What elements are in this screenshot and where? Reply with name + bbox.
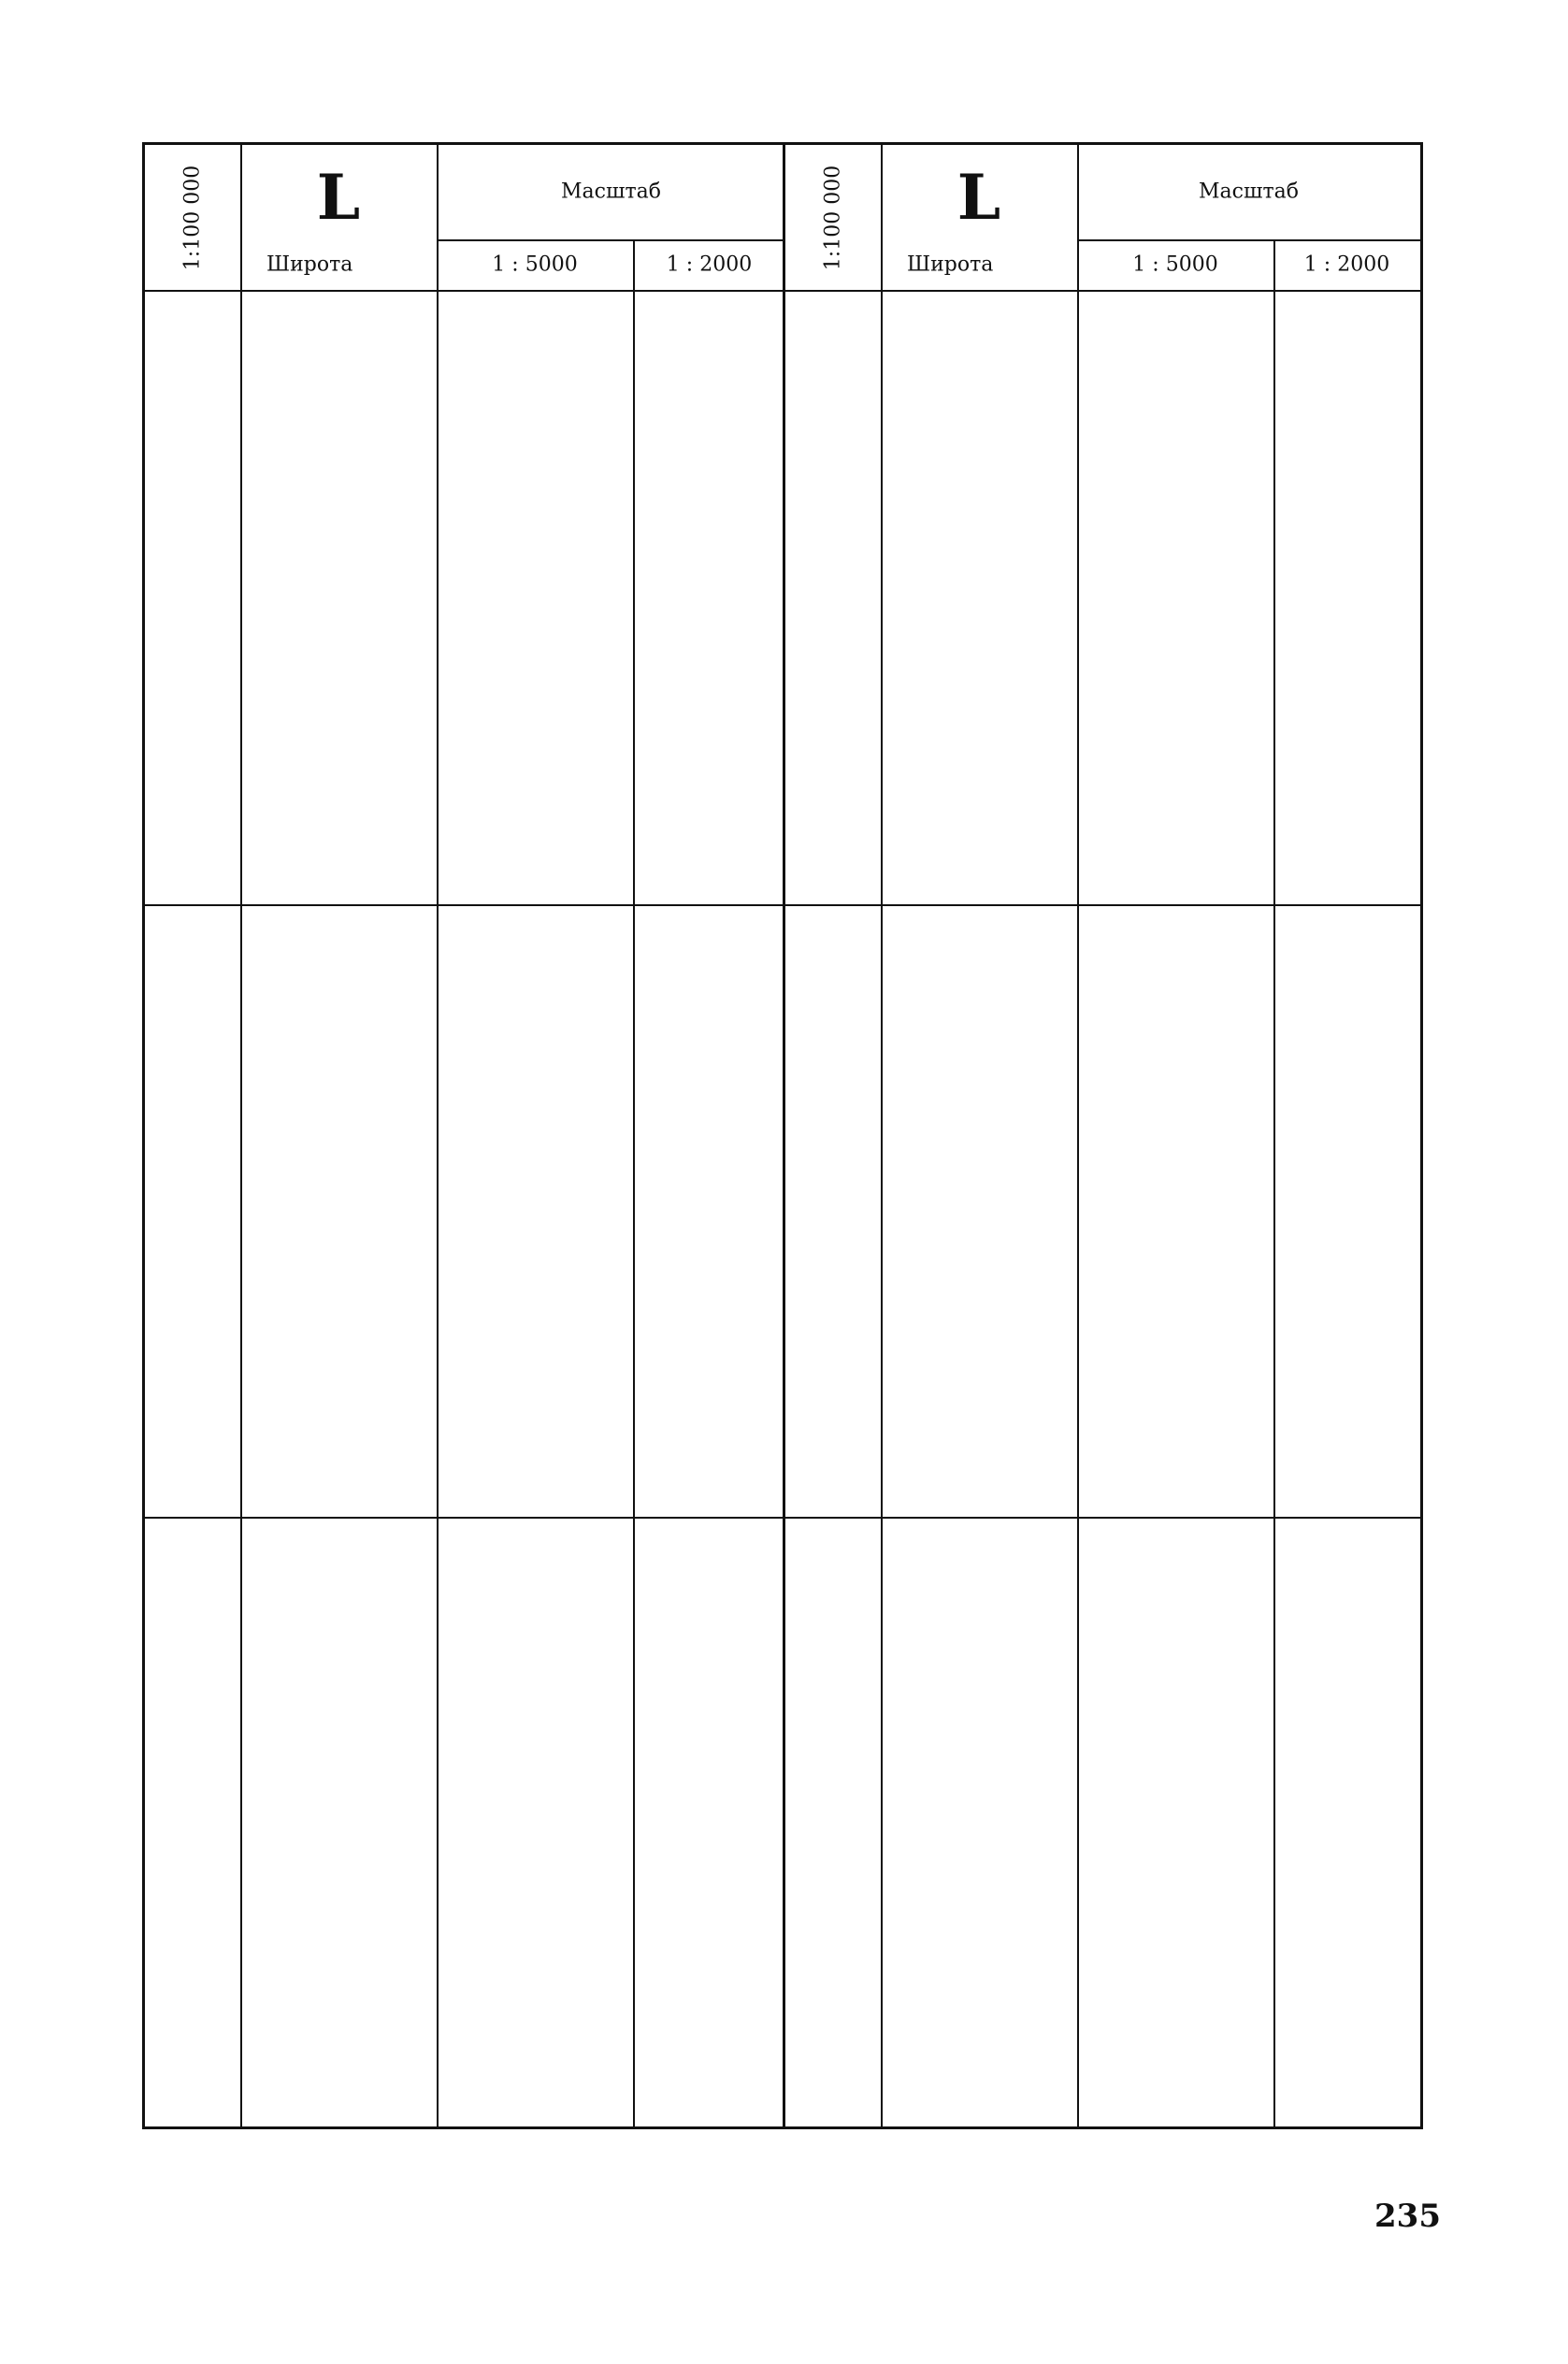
page-number: 235 [1374, 2198, 1441, 2235]
column-divider [1077, 145, 1079, 2126]
scale-header: Масштаб [561, 180, 661, 204]
zone-letter: L [316, 161, 361, 234]
zone-letter: L [957, 161, 1001, 234]
scale-2000-header: 1 : 2000 [1303, 252, 1390, 277]
section-divider [145, 1517, 783, 1519]
table-right-half [785, 145, 1420, 2126]
scale-5000-header: 1 : 5000 [492, 252, 578, 277]
column-divider [437, 145, 439, 2126]
scale-5000-header: 1 : 5000 [1132, 252, 1218, 277]
column-divider [633, 239, 635, 2126]
scale-header: Масштаб [1199, 180, 1299, 204]
column-divider [240, 145, 242, 2126]
column-divider [1273, 239, 1275, 2126]
section-divider [785, 290, 1420, 292]
coordinate-table [142, 142, 1423, 2129]
scale-100k-label: 1:100 000 [180, 165, 205, 270]
section-divider [785, 904, 1420, 906]
section-divider [145, 290, 783, 292]
header-divider [1077, 239, 1420, 241]
latitude-header: Широта [266, 252, 353, 277]
scale-2000-header: 1 : 2000 [666, 252, 753, 277]
section-divider [145, 904, 783, 906]
scale-100k-label: 1:100 000 [821, 165, 845, 270]
latitude-header: Широта [907, 252, 994, 277]
section-divider [785, 1517, 1420, 1519]
table-left-half [145, 145, 785, 2126]
header-divider [437, 239, 783, 241]
column-divider [881, 145, 883, 2126]
